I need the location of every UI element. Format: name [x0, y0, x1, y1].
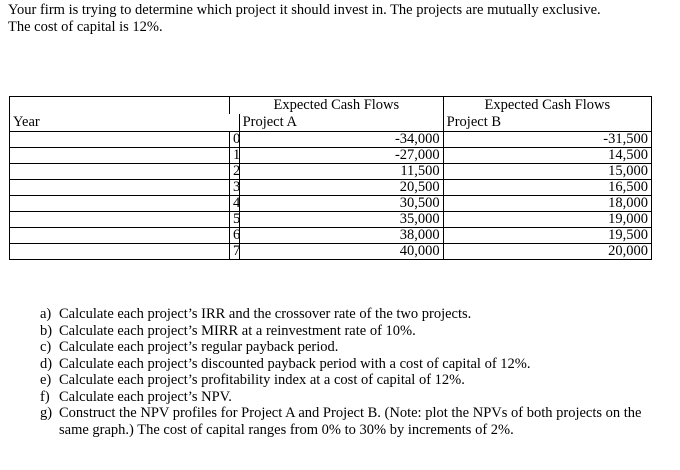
project-b-cell: 19,000	[443, 212, 651, 228]
year-cell: 1	[230, 148, 240, 164]
intro-line-1: Your firm is trying to determine which project it should invest in. The projects are mutually exclusive.	[8, 2, 601, 18]
project-b-cell: 14,500	[443, 148, 651, 164]
question-letter: c)	[40, 339, 52, 355]
project-a-cell: 40,000	[239, 244, 443, 260]
question-item	[40, 356, 670, 373]
question-item	[40, 306, 670, 323]
project-b-cell: 20,000	[443, 244, 651, 260]
question-letter: f)	[40, 388, 50, 405]
question-list	[40, 306, 670, 438]
project-a-cell: 30,500	[239, 196, 443, 212]
table-row	[10, 164, 652, 180]
question-letter: b)	[40, 322, 53, 339]
header-year: Year	[10, 114, 240, 132]
project-b-cell: -31,500	[443, 132, 651, 148]
project-a-cell: 35,000	[239, 212, 443, 228]
question-letter: a)	[40, 306, 52, 322]
question-text: Calculate each project’s IRR and the crossover rate of the two projects.	[59, 306, 472, 322]
question-text: Calculate each project’s MIRR at a reinvestment rate of 10%.	[59, 322, 416, 339]
project-b-cell: 19,500	[443, 228, 651, 244]
table-row	[10, 148, 652, 164]
header-project-a-top: Expected Cash Flows	[230, 97, 444, 115]
intro-paragraph	[8, 2, 673, 36]
year-cell: 4	[230, 196, 240, 212]
project-a-cell: -27,000	[239, 148, 443, 164]
year-cell: 7	[230, 244, 240, 260]
table-row	[10, 180, 652, 196]
question-text: Calculate each project’s discounted payback period with a cost of capital of 12%.	[59, 355, 531, 372]
blank-cell	[10, 196, 230, 212]
header-project-b-top: Expected Cash Flows	[443, 97, 651, 115]
blank-cell	[10, 148, 230, 164]
blank-cell	[10, 244, 230, 260]
table-row	[10, 212, 652, 228]
project-a-cell: -34,000	[239, 132, 443, 148]
question-text: Construct the NPV profiles for Project A and Project B. (Note: plot the NPVs of both projects on the same graph.) The cost of capital ranges from 0% to 30% by increments of 2%.	[59, 405, 642, 438]
table-row	[10, 196, 652, 212]
table-row	[10, 228, 652, 244]
question-text: Calculate each project’s NPV.	[59, 388, 232, 405]
question-item	[40, 339, 670, 356]
year-cell: 2	[230, 164, 240, 180]
blank-cell	[10, 132, 230, 148]
blank-cell	[10, 212, 230, 228]
table-header-row-2	[10, 114, 652, 132]
question-text: Calculate each project’s regular payback period.	[59, 339, 339, 355]
table-header-row-1	[10, 97, 652, 115]
question-item	[40, 389, 670, 406]
question-letter: d)	[40, 355, 53, 372]
cash-flow-table	[9, 96, 652, 260]
question-letter: g)	[40, 405, 53, 421]
question-letter: e)	[40, 372, 52, 388]
table-row	[10, 132, 652, 148]
intro-line-2: The cost of capital is 12%.	[8, 19, 163, 35]
blank-cell	[10, 180, 230, 196]
year-cell: 0	[230, 132, 240, 148]
project-a-cell: 38,000	[239, 228, 443, 244]
table-row	[10, 244, 652, 260]
year-cell: 3	[230, 180, 240, 196]
question-item	[40, 405, 670, 438]
project-a-cell: 11,500	[239, 164, 443, 180]
header-project-b: Project B	[443, 114, 651, 132]
blank-cell	[10, 164, 230, 180]
blank-cell	[10, 228, 230, 244]
project-b-cell: 15,000	[443, 164, 651, 180]
question-item	[40, 323, 670, 340]
project-a-cell: 20,500	[239, 180, 443, 196]
question-text: Calculate each project’s profitability index at a cost of capital of 12%.	[59, 372, 465, 388]
year-cell: 5	[230, 212, 240, 228]
year-cell: 6	[230, 228, 240, 244]
project-b-cell: 18,000	[443, 196, 651, 212]
project-b-cell: 16,500	[443, 180, 651, 196]
header-project-a: Project A	[239, 114, 443, 132]
question-item	[40, 372, 670, 389]
